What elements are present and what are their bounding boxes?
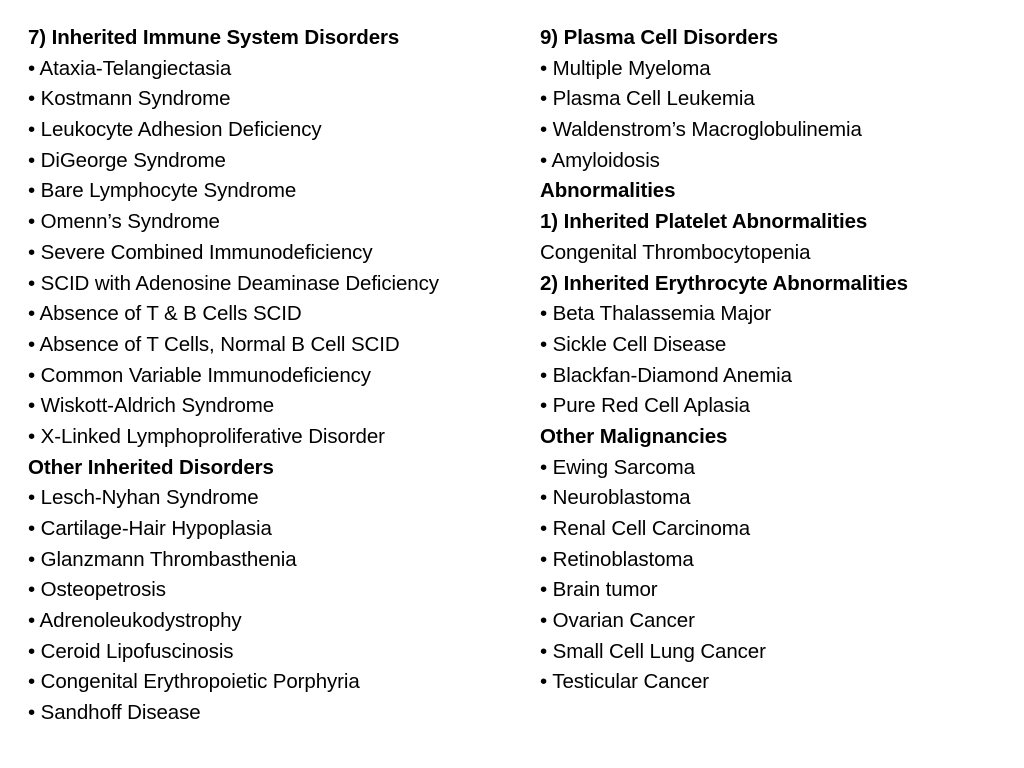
list-item-multiple-myeloma: • Multiple Myeloma <box>540 56 711 80</box>
right-column <box>540 23 1010 698</box>
list-item-kostmann-syndrome: • Kostmann Syndrome <box>28 87 231 111</box>
section-heading-2-inherited-erythrocyte-abnormalities: 2) Inherited Erythrocyte Abnormalities <box>540 271 908 295</box>
list-item-omenn-s-syndrome: • Omenn’s Syndrome <box>28 210 220 234</box>
list-item-plasma-cell-leukemia: • Plasma Cell Leukemia <box>540 87 755 111</box>
left-column <box>28 23 518 729</box>
section-heading-abnormalities: Abnormalities <box>540 179 676 203</box>
list-item-cartilage-hair-hypoplasia: • Cartilage-Hair Hypoplasia <box>28 517 272 540</box>
list-item-leukocyte-adhesion-deficiency: • Leukocyte Adhesion Deficiency <box>28 118 322 142</box>
section-heading-other-malignancies: Other Malignancies <box>540 424 728 448</box>
list-item-severe-combined-immunodeficiency: • Severe Combined Immunodeficiency <box>28 240 373 264</box>
list-item-absence-of-t-b-cells-scid: • Absence of T & B Cells SCID <box>28 302 302 326</box>
list-item-ceroid-lipofuscinosis: • Ceroid Lipofuscinosis <box>28 639 234 663</box>
list-item-bare-lymphocyte-syndrome: • Bare Lymphocyte Syndrome <box>28 179 297 203</box>
section-heading-7-inherited-immune-system-disorders: 7) Inherited Immune System Disorders <box>28 26 400 49</box>
list-item-ovarian-cancer: • Ovarian Cancer <box>540 609 695 633</box>
list-item-x-linked-lymphoproliferative-disorder: • X-Linked Lymphoproliferative Disorder <box>28 424 385 448</box>
list-item-pure-red-cell-aplasia: • Pure Red Cell Aplasia <box>540 394 750 418</box>
list-item-glanzmann-thrombasthenia: • Glanzmann Thrombasthenia <box>28 547 297 571</box>
list-item-amyloidosis: • Amyloidosis <box>540 148 660 172</box>
list-item-sandhoff-disease: • Sandhoff Disease <box>28 701 201 725</box>
list-item-renal-cell-carcinoma: • Renal Cell Carcinoma <box>540 517 751 540</box>
list-item-neuroblastoma: • Neuroblastoma <box>540 486 691 510</box>
list-item-sickle-cell-disease: • Sickle Cell Disease <box>540 332 727 356</box>
list-item-wiskott-aldrich-syndrome: • Wiskott-Aldrich Syndrome <box>28 394 275 418</box>
list-item-congenital-erythropoietic-porphyria: • Congenital Erythropoietic Porphyria <box>28 670 360 694</box>
list-item-absence-of-t-cells-normal-b-cell-scid: • Absence of T Cells, Normal B Cell SCID <box>28 332 400 356</box>
section-heading-1-inherited-platelet-abnormalities: 1) Inherited Platelet Abnormalities <box>540 210 868 234</box>
list-item-waldenstrom-s-macroglobulinemia: • Waldenstrom’s Macroglobulinemia <box>540 118 862 142</box>
list-item-lesch-nyhan-syndrome: • Lesch-Nyhan Syndrome <box>28 486 259 510</box>
list-item-retinoblastoma: • Retinoblastoma <box>540 547 694 571</box>
list-item-common-variable-immunodeficiency: • Common Variable Immunodeficiency <box>28 363 371 387</box>
section-heading-9-plasma-cell-disorders: 9) Plasma Cell Disorders <box>540 26 779 49</box>
list-item-ewing-sarcoma: • Ewing Sarcoma <box>540 455 695 479</box>
list-item-ataxia-telangiectasia: • Ataxia-Telangiectasia <box>28 56 232 80</box>
list-item-beta-thalassemia-major: • Beta Thalassemia Major <box>540 302 772 326</box>
list-item-scid-with-adenosine-deaminase-deficiency: • SCID with Adenosine Deaminase Deficiency <box>28 271 439 295</box>
list-item-small-cell-lung-cancer: • Small Cell Lung Cancer <box>540 639 766 663</box>
list-item-osteopetrosis: • Osteopetrosis <box>28 578 166 602</box>
list-item-testicular-cancer: • Testicular Cancer <box>540 670 709 694</box>
list-item-digeorge-syndrome: • DiGeorge Syndrome <box>28 148 226 172</box>
section-heading-other-inherited-disorders: Other Inherited Disorders <box>28 455 274 479</box>
list-item-adrenoleukodystrophy: • Adrenoleukodystrophy <box>28 609 242 633</box>
list-item-brain-tumor: • Brain tumor <box>540 578 658 602</box>
list-item-congenital-thrombocytopenia: Congenital Thrombocytopenia <box>540 240 811 264</box>
list-item-blackfan-diamond-anemia: • Blackfan-Diamond Anemia <box>540 363 792 387</box>
